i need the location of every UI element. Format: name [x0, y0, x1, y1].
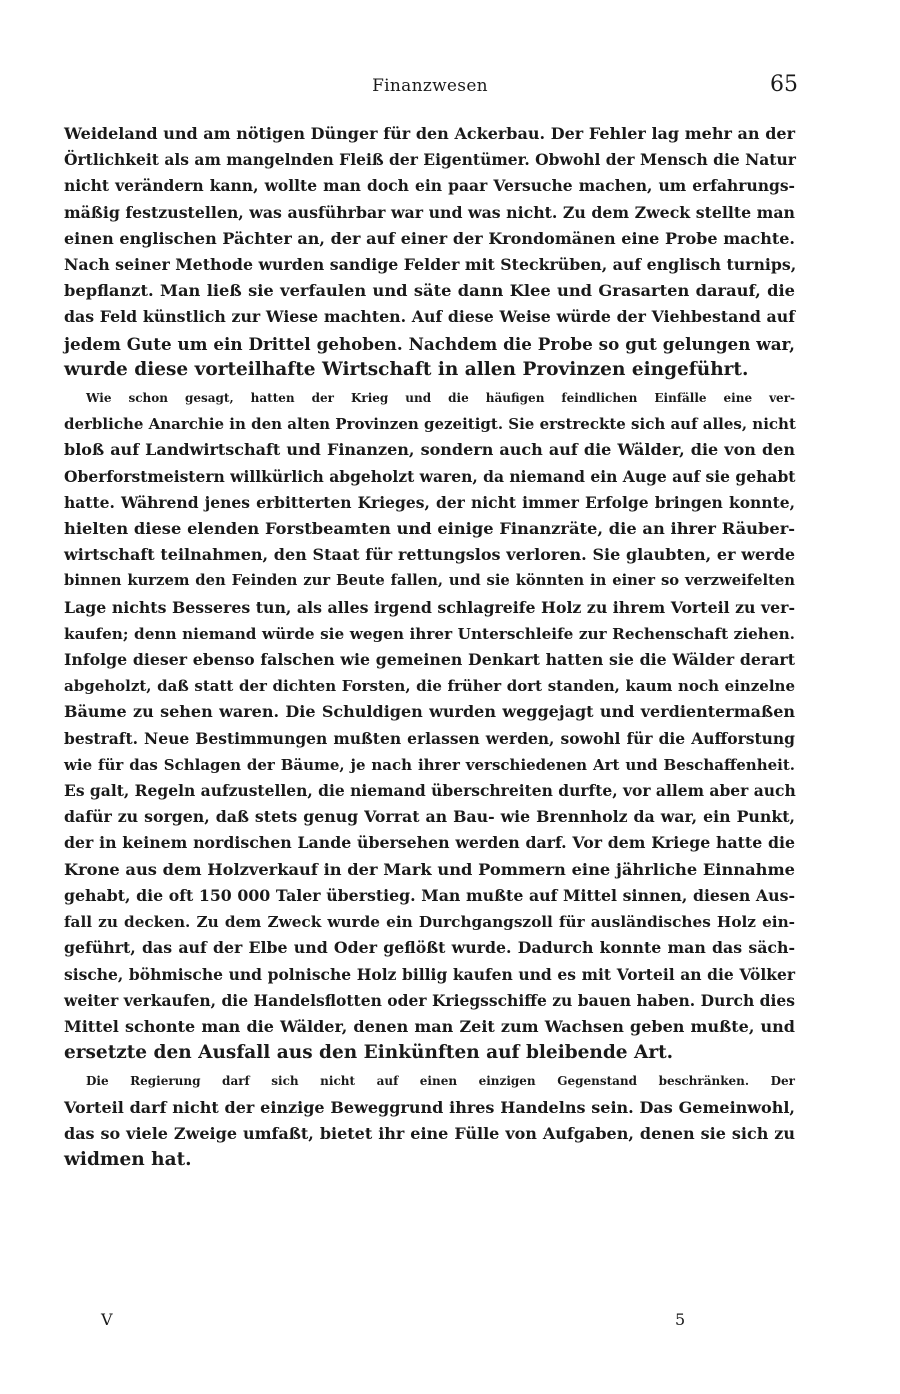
- text-line: Weideland und am nötigen Dünger für den Ackerbau. Der Fehler lag mehr an der: [64, 124, 795, 143]
- text-line: einen englischen Pächter an, der auf einer der Krondomänen eine Probe machte.: [64, 228, 795, 248]
- text-line: widmen hat.: [64, 1148, 192, 1170]
- text-line: Mittel schonte man die Wälder, denen man Zeit zum Wachsen geben mußte, und: [64, 1016, 795, 1036]
- running-head: [0, 72, 900, 102]
- text-line: kaufen; denn niemand würde sie wegen ihrer Unterschleife zur Rechenschaft ziehen.: [64, 624, 795, 643]
- text-line: das Feld künstlich zur Wiese machten. Auf diese Weise würde der Viehbestand auf: [64, 307, 795, 327]
- signature-mark: V: [101, 1310, 113, 1329]
- text-line: bestraft. Neue Bestimmungen mußten erlassen werden, sowohl für die Aufforstung: [64, 728, 795, 748]
- text-line: ersetzte den Ausfall aus den Einkünften auf bleibende Art.: [64, 1042, 674, 1064]
- text-line: binnen kurzem den Feinden zur Beute fallen, und sie könnten in einer so verzweifelten: [64, 572, 795, 590]
- text-line: fall zu decken. Zu dem Zweck wurde ein Durchgangszoll für ausländisches Holz ein-: [64, 913, 795, 932]
- text-line: wurde diese vorteilhafte Wirtschaft in allen Provinzen eingeführt.: [64, 358, 749, 380]
- text-line: Wie schon gesagt, hatten der Krieg und die häufigen feindlichen Einfälle eine ver-: [86, 391, 795, 406]
- text-line: bepflanzt. Man ließ sie verfaulen und säte dann Klee und Grasarten darauf, die: [64, 281, 795, 301]
- page-footer: [0, 1310, 900, 1340]
- text-line: bloß auf Landwirtschaft und Finanzen, sondern auch auf die Wälder, die von den: [64, 440, 795, 460]
- body-text: [64, 121, 795, 1173]
- text-line: Infolge dieser ebenso falschen wie gemeinen Denkart hatten sie die Wälder derart: [64, 650, 795, 670]
- text-line: wirtschaft teilnahmen, den Staat für rettungslos verloren. Sie glaubten, er werde: [64, 545, 795, 565]
- text-line: sische, böhmische und polnische Holz billig kaufen und es mit Vorteil an die Völker: [64, 964, 795, 984]
- text-line: hatte. Während jenes erbitterten Krieges, der nicht immer Erfolge bringen konnte,: [64, 492, 795, 512]
- paragraph: [64, 385, 795, 1066]
- text-line: derbliche Anarchie in den alten Provinzen gezeitigt. Sie erstreckte sich auf alles, nicht: [64, 415, 796, 434]
- text-line: Lage nichts Besseres tun, als alles irgend schlagreife Holz zu ihrem Vorteil zu ver-: [64, 597, 795, 617]
- paragraph: [64, 121, 795, 383]
- text-line: weiter verkaufen, die Handelsflotten oder Kriegsschiffe zu bauen haben. Durch dies: [64, 990, 795, 1010]
- text-line: jedem Gute um ein Drittel gehoben. Nachdem die Probe so gut gelungen war,: [64, 333, 795, 354]
- page-number: 65: [770, 72, 798, 97]
- paragraph: [64, 1068, 795, 1173]
- text-line: Oberforstmeistern willkürlich abgeholzt waren, da niemand ein Auge auf sie gehabt: [64, 466, 796, 486]
- text-line: Vorteil darf nicht der einzige Beweggrund ihres Handelns sein. Das Gemeinwohl,: [64, 1097, 795, 1117]
- text-line: mäßig festzustellen, was ausführbar war und was nicht. Zu dem Zweck stellte man: [64, 202, 795, 222]
- text-line: nicht verändern kann, wollte man doch ein paar Versuche machen, um erfahrungs-: [64, 176, 795, 196]
- sheet-number: 5: [675, 1310, 686, 1329]
- text-line: hielten diese elenden Forstbeamten und einige Finanzräte, die an ihrer Räuber-: [64, 519, 795, 539]
- text-line: Krone aus dem Holzverkauf in der Mark und Pommern eine jährliche Einnahme: [64, 859, 795, 879]
- text-line: Nach seiner Methode wurden sandige Felder mit Steckrüben, auf englisch turnips,: [64, 255, 797, 275]
- text-line: der in keinem nordischen Lande übersehen werden darf. Vor dem Kriege hatte die: [64, 833, 795, 853]
- text-line: das so viele Zweige umfaßt, bietet ihr eine Fülle von Aufgaben, denen sie sich zu: [64, 1123, 795, 1143]
- text-line: Es galt, Regeln aufzustellen, die niemand überschreiten durfte, vor allem aber auch: [64, 781, 796, 801]
- text-line: Bäume zu sehen waren. Die Schuldigen wurden weggejagt und verdientermaßen: [64, 702, 795, 722]
- text-line: wie für das Schlagen der Bäume, je nach ihrer verschiedenen Art und Beschaffenheit.: [64, 755, 795, 774]
- running-title: Finanzwesen: [372, 76, 488, 96]
- text-line: Örtlichkeit als am mangelnden Fleiß der Eigentümer. Obwohl der Mensch die Natur: [64, 150, 796, 170]
- text-line: gehabt, die oft 150 000 Taler überstieg. Man mußte auf Mittel sinnen, diesen Aus-: [64, 885, 795, 905]
- text-line: geführt, das auf der Elbe und Oder geflößt wurde. Dadurch konnte man das säch-: [64, 938, 795, 958]
- text-line: abgeholzt, daß statt der dichten Forsten, die früher dort standen, kaum noch einzelne: [64, 677, 795, 696]
- text-line: Die Regierung darf sich nicht auf einen einzigen Gegenstand beschränken. Der: [86, 1074, 795, 1089]
- text-line: dafür zu sorgen, daß stets genug Vorrat an Bau- wie Brennholz da war, ein Punkt,: [64, 807, 795, 827]
